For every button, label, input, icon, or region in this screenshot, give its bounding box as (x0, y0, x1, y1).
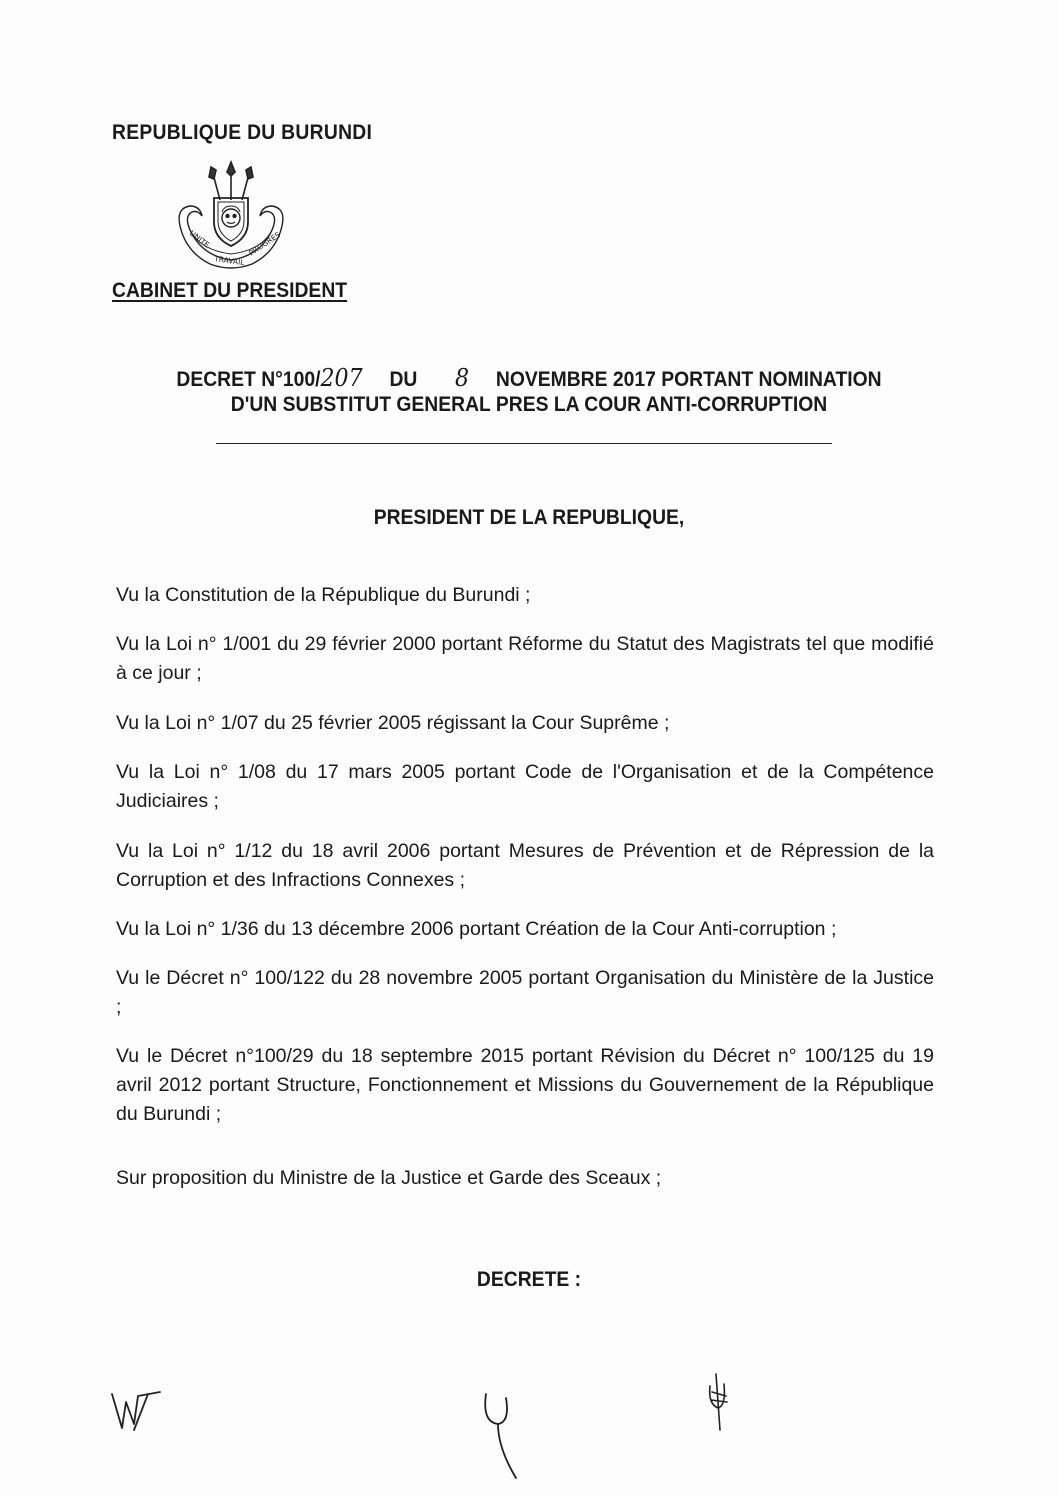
decrete-heading: DECRETE : (476, 1268, 582, 1291)
title-divider (216, 443, 832, 444)
proposal-line: Sur proposition du Ministre de la Justice et Garde des Sceaux ; (116, 1167, 662, 1189)
country-header: REPUBLIQUE DU BURUNDI (112, 121, 373, 144)
paraphe-initial-left (108, 1384, 168, 1434)
president-heading: PRESIDENT DE LA REPUBLIQUE, (373, 506, 685, 529)
decree-title-line-1 (134, 364, 923, 392)
decree-title-line-2: D'UN SUBSTITUT GENERAL PRES LA COUR ANTI-CORRUPTION (230, 393, 828, 416)
coat-of-arms-emblem (172, 160, 290, 272)
decree-du: DU (389, 368, 418, 391)
cabinet-header: CABINET DU PRESIDENT (112, 279, 348, 302)
visa-decret-100-29: Vu le Décret n°100/29 du 18 septembre 2015 portant Révision du Décret n° 100/125 du 19 avril 2012 portant Structure, Fonctionnement et Missions du Gouvernement de la République du Burundi ; (116, 1045, 934, 1125)
motto-word-unite: UNITE (187, 228, 212, 250)
visa-decret-100-122: Vu le Décret n° 100/122 du 28 novembre 2005 portant Organisation du Ministère de la Justice ; (116, 967, 934, 1018)
decree-prefix: DECRET N°100/ (176, 368, 321, 391)
decree-day-handwritten: 8 (454, 364, 470, 392)
visa-loi-1-07: Vu la Loi n° 1/07 du 25 février 2005 régissant la Cour Suprême ; (116, 712, 670, 734)
motto-word-progres: PROGRES (247, 229, 283, 258)
visa-loi-1-36: Vu la Loi n° 1/36 du 13 décembre 2006 portant Création de la Cour Anti-corruption ; (116, 918, 837, 940)
decree-number-handwritten: 207 (320, 364, 363, 392)
visa-loi-1-08: Vu la Loi n° 1/08 du 17 mars 2005 portant Code de l'Organisation et de la Compétence Judiciaires ; (116, 761, 934, 812)
visa-loi-1-12: Vu la Loi n° 1/12 du 18 avril 2006 portant Mesures de Prévention et de Répression de la Corruption et des Infractions Connexes ; (116, 840, 934, 891)
visa-loi-1-001: Vu la Loi n° 1/001 du 29 février 2000 portant Réforme du Statut des Magistrats tel que modifié à ce jour ; (116, 633, 934, 684)
motto-word-travail: TRAVAIL (213, 254, 245, 268)
paraphe-initial-right (700, 1370, 740, 1436)
visa-constitution: Vu la Constitution de la République du Burundi ; (116, 584, 531, 606)
paraphe-initial-center (476, 1388, 526, 1484)
decree-title-rest: NOVEMBRE 2017 PORTANT NOMINATION (495, 368, 882, 391)
